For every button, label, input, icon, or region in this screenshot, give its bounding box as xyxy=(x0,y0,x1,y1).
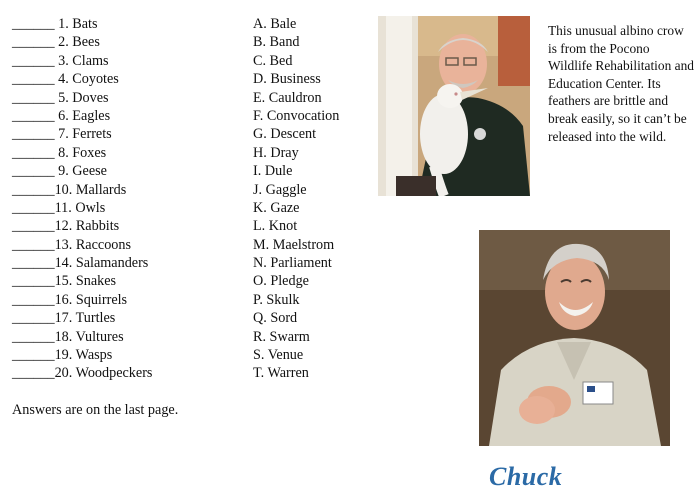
animal-item: ______11. Owls xyxy=(12,199,106,216)
group-name-item: Q. Sord xyxy=(253,310,298,327)
group-name-list xyxy=(253,15,339,383)
animal-item: ______12. Rabbits xyxy=(12,218,120,235)
animal-item: ______15. Snakes xyxy=(12,273,117,290)
animal-item: ______ 6. Eagles xyxy=(12,107,111,124)
animal-item: ______19. Wasps xyxy=(12,347,113,364)
group-name-item: S. Venue xyxy=(253,347,304,364)
animal-item: ______20. Woodpeckers xyxy=(12,365,153,382)
animal-item: ______17. Turtles xyxy=(12,310,116,327)
group-name-item: F. Convocation xyxy=(253,107,340,124)
animal-item: ______ 1. Bats xyxy=(12,16,98,32)
albino-crow-illustration xyxy=(378,16,530,196)
animal-item: ______13. Raccoons xyxy=(12,236,132,253)
animal-item: ______16. Squirrels xyxy=(12,291,128,308)
animal-item: ______ 8. Foxes xyxy=(12,144,107,161)
group-name-item: E. Cauldron xyxy=(253,89,322,106)
animal-item: ______ 9. Geese xyxy=(12,163,107,180)
group-name-item: O. Pledge xyxy=(253,273,309,290)
chuck-photo xyxy=(479,230,670,446)
group-name-item: I. Dule xyxy=(253,163,293,180)
group-name-item: J. Gaggle xyxy=(253,181,307,198)
group-name-item: R. Swarm xyxy=(253,328,310,345)
group-name-item: M. Maelstrom xyxy=(253,236,335,253)
animal-list xyxy=(12,15,152,383)
group-name-item: K. Gaze xyxy=(253,199,300,216)
animal-item: ______10. Mallards xyxy=(12,181,127,198)
animal-item: ______ 2. Bees xyxy=(12,34,100,51)
answers-note: Answers are on the last page. xyxy=(12,402,179,418)
animal-item: ______14. Salamanders xyxy=(12,255,149,272)
animal-item: ______ 4. Coyotes xyxy=(12,71,119,88)
animal-item: ______ 3. Clams xyxy=(12,52,109,69)
group-name-item: D. Business xyxy=(253,71,321,88)
animal-item: ______18. Vultures xyxy=(12,328,124,345)
group-name-item: A. Bale xyxy=(253,16,297,32)
animal-item: ______ 5. Doves xyxy=(12,89,109,106)
group-name-item: T. Warren xyxy=(253,365,309,382)
albino-crow-photo xyxy=(378,16,530,196)
signature: Chuck xyxy=(489,462,563,491)
group-name-item: H. Dray xyxy=(253,144,299,161)
photo-caption: This unusual albino crow is from the Pocono Wildlife Rehabilitation and Education Center. Its feathers are brittle and break easily, so it can’t be released into the wild. xyxy=(548,23,694,144)
group-name-item: B. Band xyxy=(253,34,300,51)
group-name-item: G. Descent xyxy=(253,126,317,143)
animal-item: ______ 7. Ferrets xyxy=(12,126,112,143)
group-name-item: N. Parliament xyxy=(253,255,332,272)
chuck-illustration xyxy=(479,230,670,446)
group-name-item: L. Knot xyxy=(253,218,298,235)
group-name-item: C. Bed xyxy=(253,52,293,69)
group-name-item: P. Skulk xyxy=(253,291,300,308)
